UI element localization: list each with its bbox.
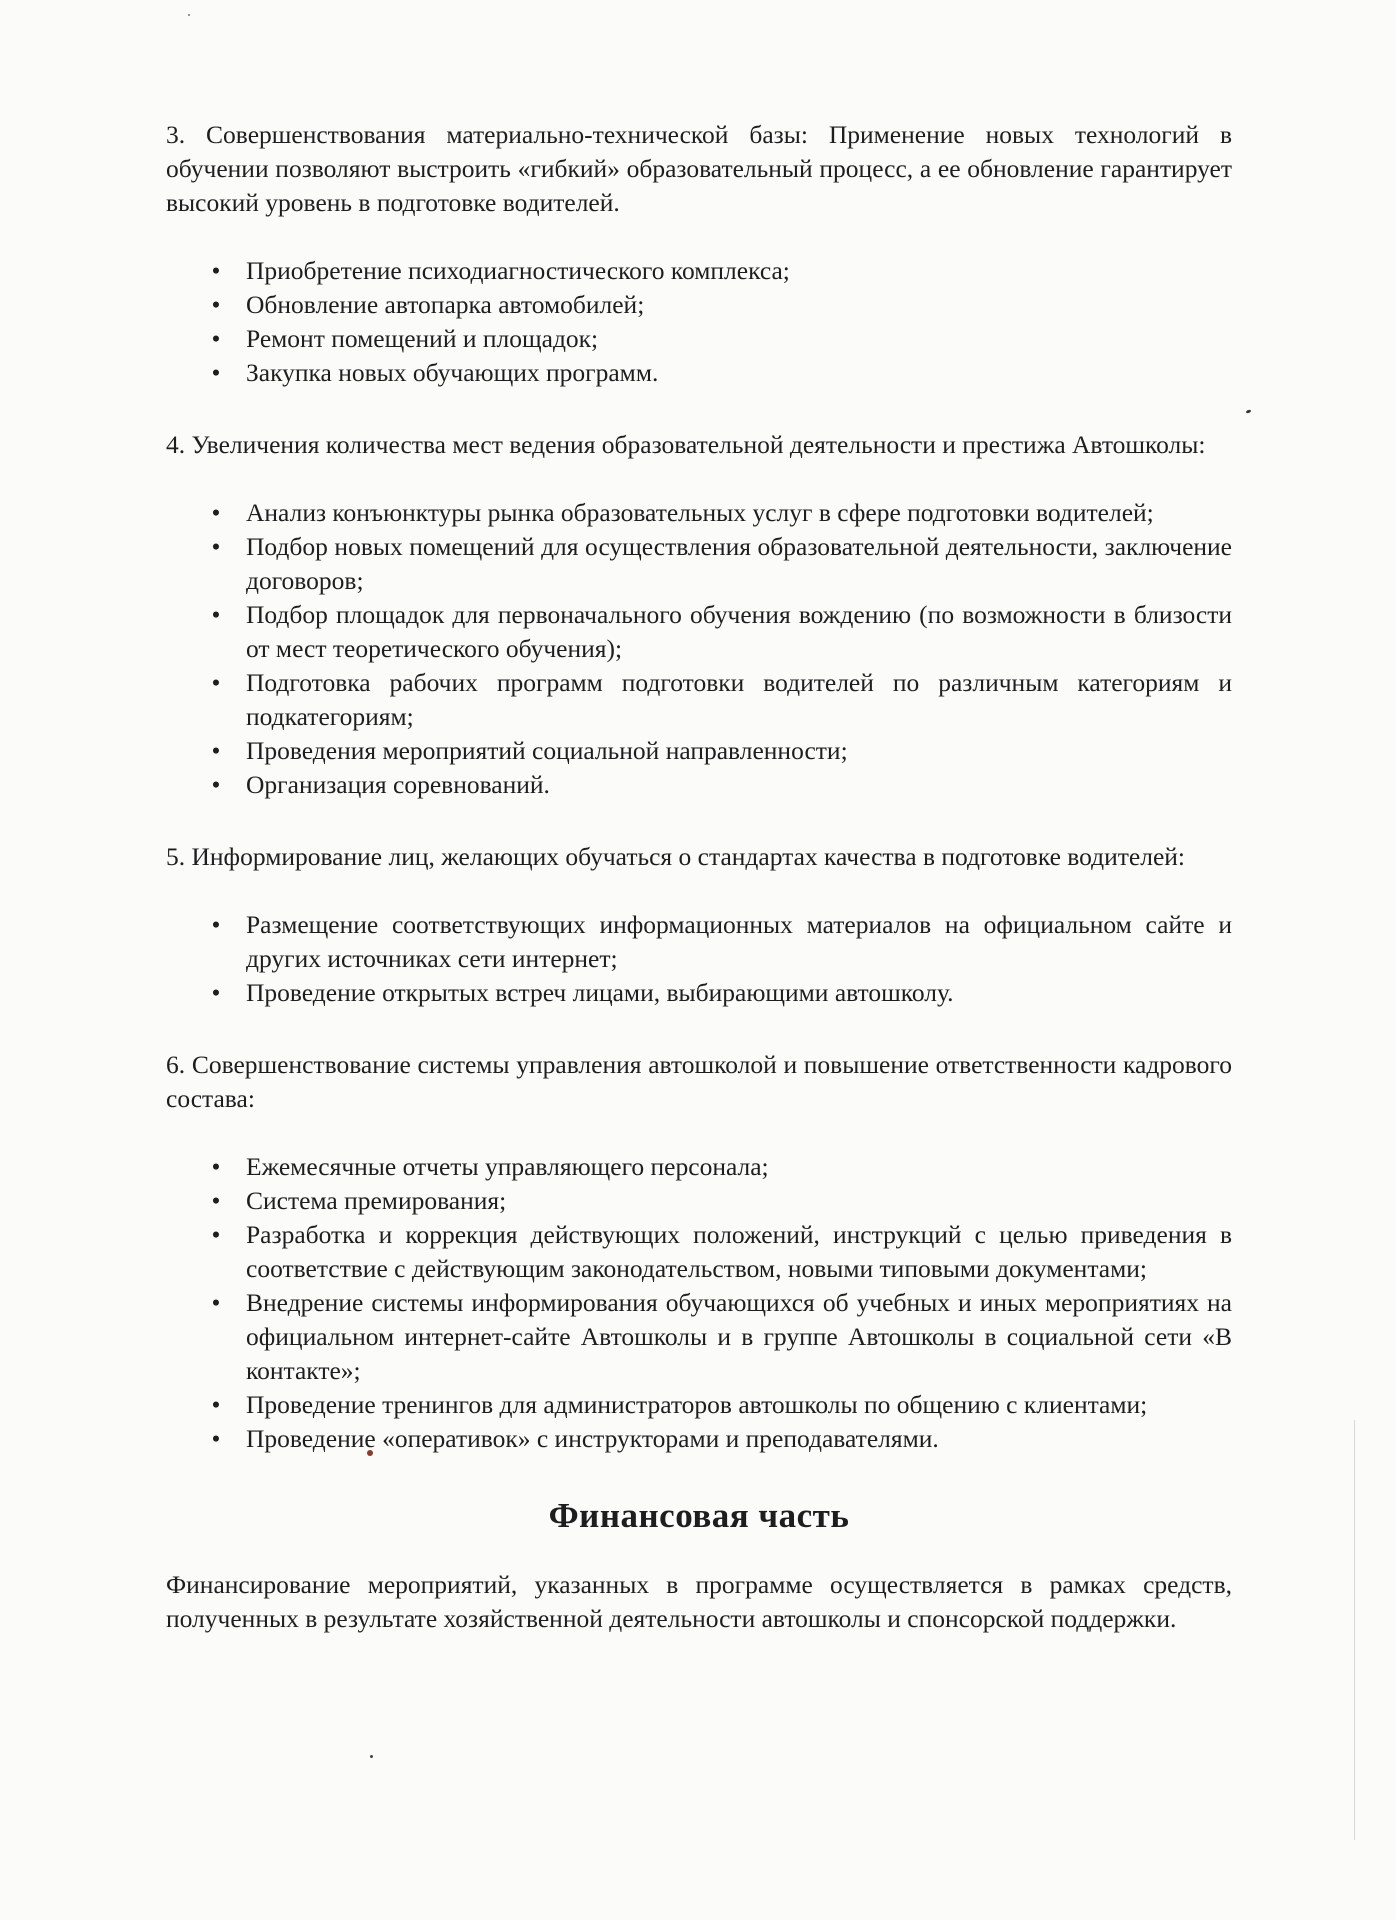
section-heading: 4. Увеличения количества мест ведения образовательной деятельности и престижа Автошколы: (166, 430, 1206, 459)
list-item-text: Проведение «оперативок» с инструкторами и преподавателями. (246, 1424, 939, 1453)
bullet-icon: • (211, 600, 221, 629)
list-item-text: Система премирования; (246, 1186, 507, 1215)
list-item-text: Приобретение психодиагностического комплекса; (246, 256, 790, 285)
list-item (166, 598, 1232, 666)
list-item-text: Закупка новых обучающих программ. (246, 358, 659, 387)
bullet-icon: • (211, 736, 221, 765)
section-heading: 3. Совершенствования материально-технической базы: Применение новых технологий в обучении позволяют выстроить «гибкий» образовательный процесс, а ее обновление гарантирует высокий уровень в подготовке водителей. (166, 120, 1232, 217)
list-item (166, 356, 1232, 390)
bullet-icon: • (211, 1186, 221, 1215)
list-item-text: Проведение тренингов для администраторов автошколы по общению с клиентами; (246, 1390, 1148, 1419)
finance-paragraph: Финансирование мероприятий, указанных в программе осуществляется в рамках средств, полученных в результате хозяйственной деятельности автошколы и спонсорской поддержки. (166, 1570, 1232, 1633)
list-item (166, 768, 1232, 802)
list-item-text: Подбор площадок для первоначального обучения вождению (по возможности в близости от мест теоретического обучения); (246, 600, 1232, 663)
finance-title: Финансовая часть (548, 1496, 850, 1535)
section-4 (166, 428, 1232, 802)
section-5 (166, 840, 1232, 1010)
list-item-text: Размещение соответствующих информационных материалов на официальном сайте и других источниках сети интернет; (246, 910, 1232, 973)
list-item (166, 734, 1232, 768)
document-body (166, 118, 1232, 1636)
scan-speck (1246, 409, 1252, 414)
list-item (166, 322, 1232, 356)
list-item (166, 1184, 1232, 1218)
list-item-text: Разработка и коррекция действующих положений, инструкций с целью приведения в соответствие с действующим законодательством, новыми типовыми документами; (246, 1220, 1232, 1283)
section-6 (166, 1048, 1232, 1456)
bullet-list (166, 496, 1232, 802)
scan-speck (188, 14, 190, 16)
bullet-icon: • (211, 910, 221, 939)
bullet-icon: • (211, 290, 221, 319)
bullet-icon: • (211, 978, 221, 1007)
bullet-icon: • (211, 358, 221, 387)
list-item-text: Проведение открытых встреч лицами, выбирающими автошколу. (246, 978, 954, 1007)
list-item-text: Анализ конъюнктуры рынка образовательных услуг в сфере подготовки водителей; (246, 498, 1154, 527)
scan-speck (370, 1755, 373, 1758)
scan-edge-mark (1354, 1420, 1355, 1840)
list-item-text: Ремонт помещений и площадок; (246, 324, 599, 353)
bullet-icon: • (211, 668, 221, 697)
list-item (166, 1150, 1232, 1184)
bullet-list (166, 908, 1232, 1010)
bullet-icon: • (211, 770, 221, 799)
list-item-text: Подготовка рабочих программ подготовки водителей по различным категориям и подкатегориям; (246, 668, 1232, 731)
section-3 (166, 118, 1232, 390)
list-item (166, 1388, 1232, 1422)
bullet-list (166, 1150, 1232, 1456)
bullet-icon: • (211, 256, 221, 285)
bullet-icon: • (211, 1288, 221, 1317)
section-heading: 5. Информирование лиц, желающих обучаться о стандартах качества в подготовке водителей: (166, 842, 1186, 871)
list-item-text: Организация соревнований. (246, 770, 550, 799)
section-heading: 6. Совершенствование системы управления автошколой и повышение ответственности кадрового состава: (166, 1050, 1232, 1113)
bullet-icon: • (211, 324, 221, 353)
list-item (166, 666, 1232, 734)
list-item-text: Подбор новых помещений для осуществления образовательной деятельности, заключение договоров; (246, 532, 1232, 595)
list-item (166, 976, 1232, 1010)
list-item-text: Внедрение системы информирования обучающихся об учебных и иных мероприятиях на официальном интернет-сайте Автошколы и в группе Автошколы в социальной сети «В контакте»; (246, 1288, 1232, 1385)
list-item-text: Проведения мероприятий социальной направленности; (246, 736, 848, 765)
list-item (166, 288, 1232, 322)
list-item (166, 1286, 1232, 1388)
list-item (166, 254, 1232, 288)
list-item (166, 530, 1232, 598)
list-item-text: Ежемесячные отчеты управляющего персонала; (246, 1152, 769, 1181)
bullet-icon: • (211, 532, 221, 561)
bullet-icon: • (211, 498, 221, 527)
bullet-icon: • (211, 1424, 221, 1453)
list-item (166, 496, 1232, 530)
list-item-text: Обновление автопарка автомобилей; (246, 290, 645, 319)
list-item (166, 1218, 1232, 1286)
bullet-icon: • (211, 1152, 221, 1181)
bullet-icon: • (211, 1390, 221, 1419)
bullet-icon: • (211, 1220, 221, 1249)
list-item (166, 1422, 1232, 1456)
list-item (166, 908, 1232, 976)
bullet-list (166, 254, 1232, 390)
